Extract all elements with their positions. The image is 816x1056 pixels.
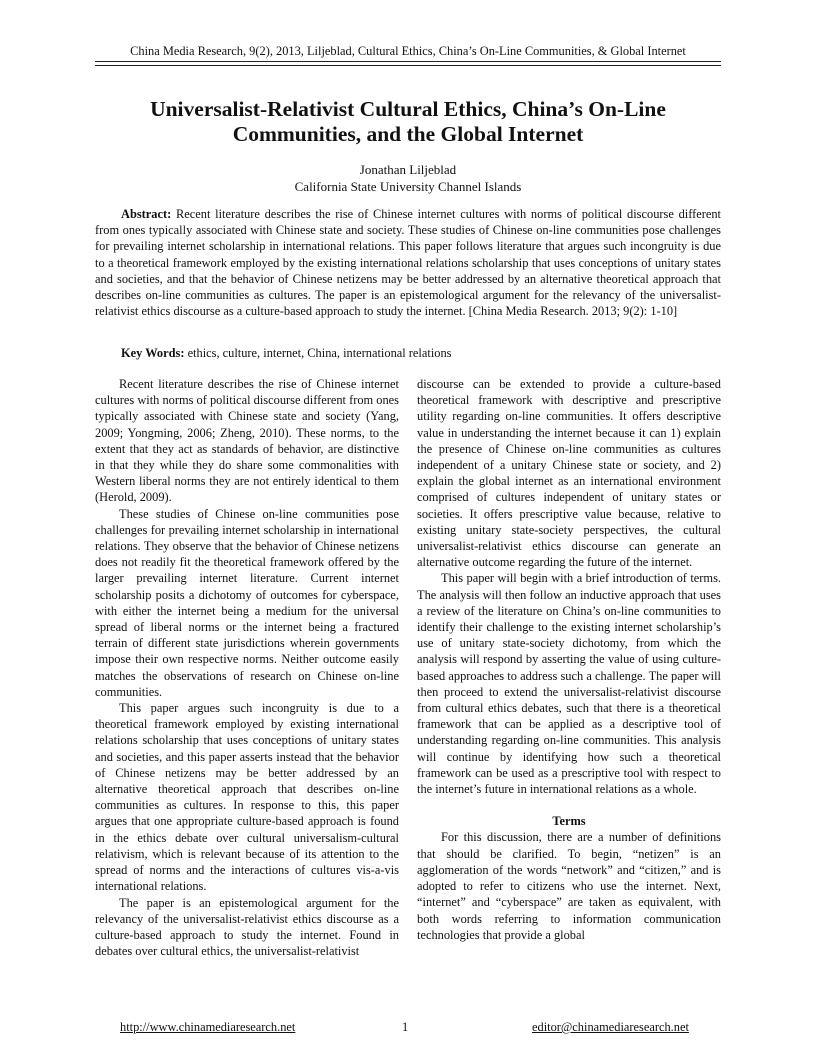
header-rule-thin (95, 65, 721, 66)
keywords-text: ethics, culture, internet, China, international relations (187, 346, 452, 360)
title-line-2: Communities, and the Global Internet (232, 122, 584, 146)
body-paragraph: This paper will begin with a brief introduction of terms. The analysis will then follow an inductive approach that uses a review of the literature on China’s on-line communities to identify their challenge to the existing internet scholarship’s use of unitary state-society dichotomy, from which the analysis will respond by asserting the value of using culture-based approaches to address such a challenge. The paper will then proceed to extend the universalist-relativist discourse from cultural ethics debates, such that there is a theoretical framework that can be applied as a descriptive tool of understanding regarding on-line communities. This analysis will continue by identifying how such a theoretical framework can be used as a prescriptive tool with respect to the internet’s future in international relations as a whole. (417, 571, 721, 797)
keywords (95, 345, 721, 361)
keywords-label: Key Words: (121, 346, 185, 360)
paper-title (110, 97, 706, 147)
header-rule-thick (95, 61, 721, 62)
right-column (417, 376, 721, 943)
body-paragraph: discourse can be extended to provide a culture-based theoretical framework with descriptive and prescriptive utility regarding on-line communities. It offers descriptive value in understanding the internet because it can 1) explain the presence of Chinese on-line communities as cultures independent of a unitary Chinese state or society, and 2) explain the global internet as an international environment comprised of cultures independent of unitary states or societies. It offers prescriptive value because, relative to existing unitary state-society perspectives, the cultural universalist-relativist ethics discourse can generate an alternative outcome regarding the future of the internet. (417, 377, 721, 570)
footer-email-link[interactable]: editor@chinamediaresearch.net (532, 1020, 689, 1034)
abstract-label: Abstract: (121, 207, 172, 221)
footer-website-link[interactable]: http://www.chinamediaresearch.net (120, 1020, 296, 1034)
running-head: China Media Research, 9(2), 2013, Liljeblad, Cultural Ethics, China’s On-Line Communities, & Global Internet (130, 44, 686, 58)
body-paragraph: For this discussion, there are a number of definitions that should be clarified. To begin, “netizen” is an agglomeration of the words “network” and “citizen,” and is adopted to refer to citizens who use the internet. Next, “internet” and “cyberspace” are taken as equivalent, with both words referring to information communication technologies that provide a global (417, 830, 721, 942)
body-paragraph: Recent literature describes the rise of Chinese internet cultures with norms of political discourse different from ones typically associated with Chinese state and society (Yang, 2009; Yongming, 2006; Zheng, 2010). These norms, to the extent that they act as standards of behavior, are distinctive in that they while they do share some commonalities with Western liberal norms they are not entirely identical to them (Herold, 2009). (95, 377, 399, 505)
section-heading-terms: Terms (552, 814, 586, 829)
author-affiliation: California State University Channel Islands (294, 179, 522, 194)
author-name: Jonathan Liljeblad (359, 162, 457, 177)
body-paragraph: The paper is an epistemological argument for the relevancy of the universalist-relativist ethics discourse as a culture-based approach to study the internet. Found in debates over cultural ethics, the universalist-relativist (95, 895, 399, 959)
left-column (95, 376, 399, 959)
page-number: 1 (402, 1020, 409, 1034)
body-paragraph: This paper argues such incongruity is due to a theoretical framework employed by existing international relations scholarship that uses conceptions of unitary states and societies, and this paper asserts instead that the behavior of Chinese netizens may be better addressed by an alternative theoretical approach that describes on-line communities as cultures. In response to this, this paper argues that one appropriate culture-based approach is found in the ethics debate over cultural universalism-cultural relativism, which is relevant because of its attention to the spread of norms and the interactions of cultures vis-a-vis international relations. (95, 701, 399, 894)
abstract (95, 206, 721, 319)
abstract-text: Recent literature describes the rise of Chinese internet cultures with norms of political discourse different from ones typically associated with Chinese state and society. These studies of Chinese on-line communities pose challenges for prevailing internet scholarship in international relations. This paper follows literature that argues such incongruity is due to a theoretical framework employed by the existing international relations scholarship that uses conceptions of unitary states and societies, and that the behavior of Chinese netizens may be better addressed by an alternative theoretical approach that describes on-line communities as cultures. The paper is an epistemological argument for the relevancy of the universalist-relativist ethics discourse as a culture-based approach to study the internet. [China Media Research. 2013; 9(2): 1-10] (95, 207, 722, 319)
title-line-1: Universalist-Relativist Cultural Ethics, China’s On-Line (150, 97, 666, 121)
body-paragraph: These studies of Chinese on-line communities pose challenges for prevailing internet scholarship in international relations. They observe that the behavior of Chinese netizens does not readily fit the theoretical framework offered by the larger prevailing internet literature. Current internet scholarship posits a dichotomy of outcomes for cyberspace, with either the internet being a medium for the universal spread of liberal norms or the internet being a fractured terrain of different state jurisdictions wherein governments impose their own respective norms. Neither outcome easily matches the observations of research on Chinese on-line communities. (95, 506, 399, 699)
